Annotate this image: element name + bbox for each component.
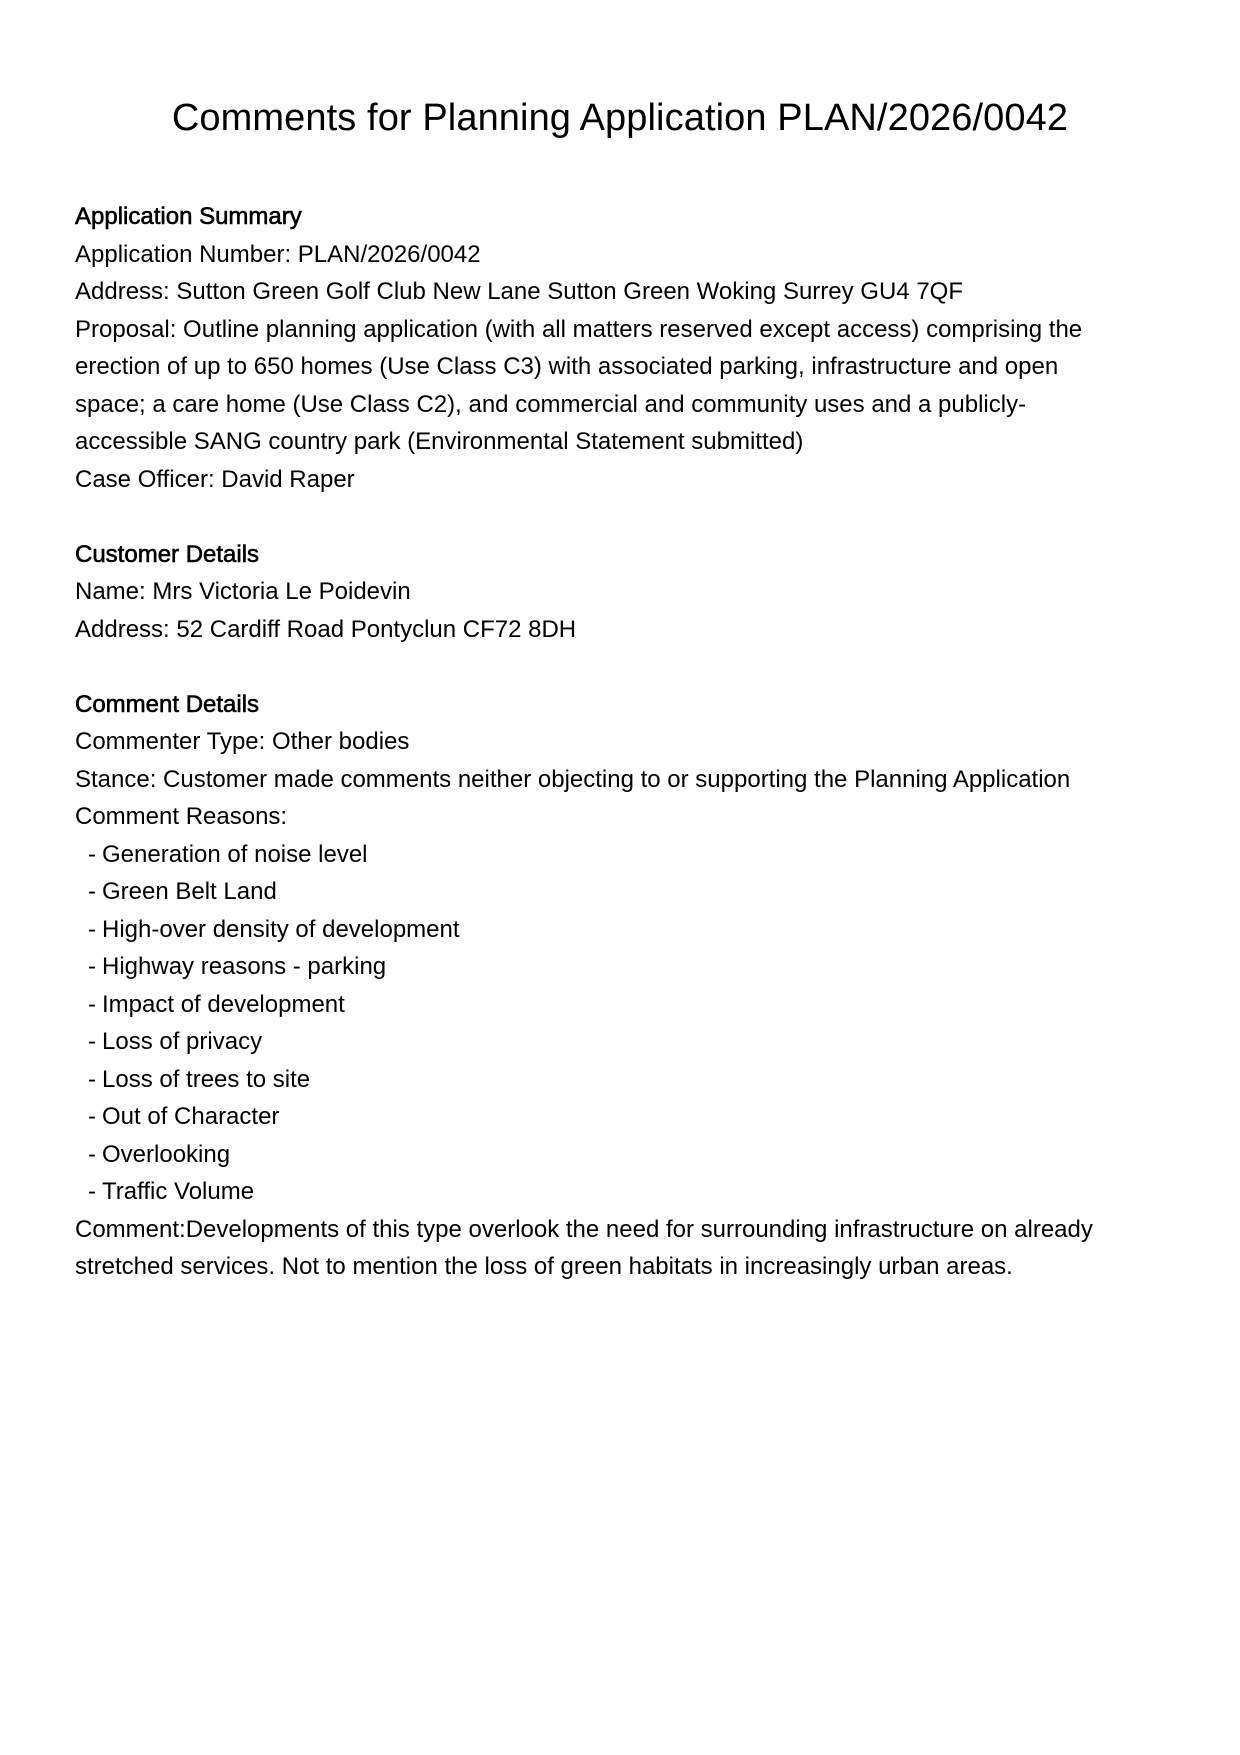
section-spacer: [75, 648, 1165, 686]
customer-address: Address: 52 Cardiff Road Pontyclun CF72 8DH: [75, 615, 577, 643]
reason-text: Green Belt Land: [102, 878, 277, 905]
list-item: - High-over density of development: [88, 915, 460, 943]
comment-reasons-label: Comment Reasons:: [75, 803, 288, 830]
reason-text: Traffic Volume: [102, 1178, 255, 1205]
reason-text: Out of Character: [102, 1103, 280, 1130]
list-item: - Traffic Volume: [88, 1178, 255, 1205]
reason-text: High-over density of development: [102, 915, 460, 943]
list-item: - Loss of trees to site: [88, 1065, 311, 1093]
comment-reasons-list: [75, 836, 1165, 1211]
list-item: - Overlooking: [88, 1140, 231, 1168]
list-item: - Out of Character: [88, 1103, 280, 1130]
case-officer: Case Officer: David Raper: [75, 465, 355, 493]
list-item: - Impact of development: [88, 990, 345, 1018]
proposal-line: accessible SANG country park (Environmental Statement submitted): [75, 428, 804, 455]
customer-name: Name: Mrs Victoria Le Poidevin: [75, 578, 411, 605]
proposal-line: erection of up to 650 homes (Use Class C3) with associated parking, infrastructure and open: [75, 353, 1059, 380]
application-summary-section: [75, 198, 1165, 498]
comment-details-section: [75, 686, 1165, 1286]
commenter-type: Commenter Type: Other bodies: [75, 728, 410, 755]
list-item: - Generation of noise level: [88, 840, 368, 868]
application-summary-heading: Application Summary: [75, 203, 302, 230]
list-item: - Green Belt Land: [88, 878, 277, 905]
page-title: Comments for Planning Application PLAN/2026/0042: [171, 97, 1069, 139]
reason-text: Generation of noise level: [102, 840, 368, 868]
customer-details-heading: Customer Details: [75, 540, 260, 568]
section-spacer: [75, 498, 1165, 536]
proposal-line: Proposal: Outline planning application (with all matters reserved except access) comprising the: [75, 315, 1083, 343]
proposal-line: space; a care home (Use Class C2), and commercial and community uses and a publicly-: [75, 390, 1027, 418]
document-body: [75, 198, 1165, 1286]
reason-text: Impact of development: [102, 990, 345, 1018]
list-item: - Loss of privacy: [88, 1028, 263, 1055]
reason-text: Loss of trees to site: [102, 1065, 311, 1093]
stance: Stance: Customer made comments neither objecting to or supporting the Planning Application: [75, 765, 1071, 793]
comment-text-line: stretched services. Not to mention the loss of green habitats in increasingly urban areas.: [75, 1253, 1013, 1280]
reason-text: Overlooking: [102, 1140, 231, 1168]
reason-text: Highway reasons - parking: [102, 953, 387, 980]
application-number: Application Number: PLAN/2026/0042: [75, 240, 481, 268]
comment-text-line: Comment:Developments of this type overlook the need for surrounding infrastructure on already: [75, 1215, 1093, 1243]
reason-text: Loss of privacy: [102, 1028, 263, 1055]
customer-details-section: [75, 536, 1165, 649]
comment-details-heading: Comment Details: [75, 690, 260, 718]
list-item: - Highway reasons - parking: [88, 953, 387, 980]
application-address: Address: Sutton Green Golf Club New Lane Sutton Green Woking Surrey GU4 7QF: [75, 278, 963, 305]
